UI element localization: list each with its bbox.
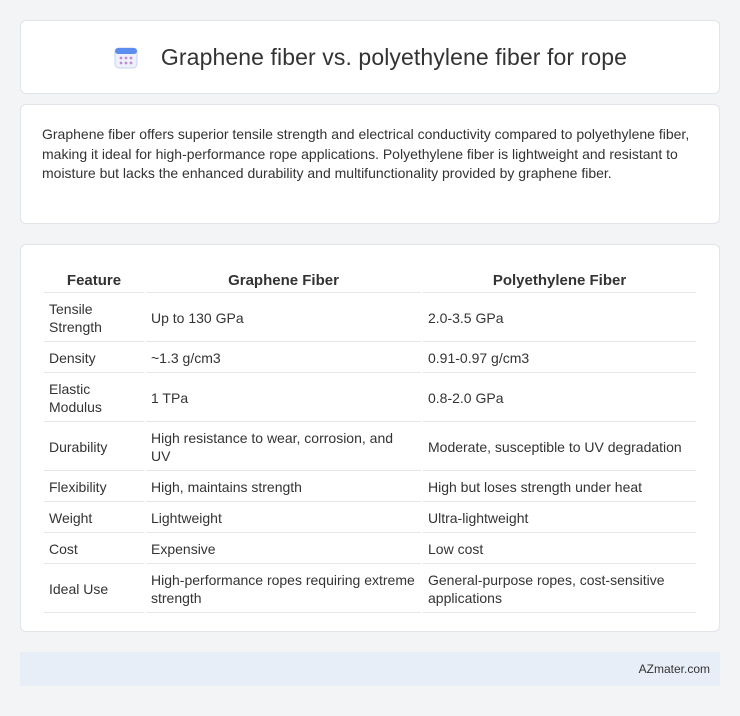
table-header-row bbox=[44, 267, 696, 293]
graphene-cell: High resistance to wear, corrosion, and UV bbox=[146, 424, 421, 471]
comparison-table-card bbox=[20, 244, 720, 632]
feature-cell: Weight bbox=[44, 504, 144, 533]
column-header-graphene: Graphene Fiber bbox=[146, 267, 421, 293]
graphene-cell: Up to 130 GPa bbox=[146, 295, 421, 342]
graphene-cell: 1 TPa bbox=[146, 375, 421, 422]
table-row bbox=[44, 344, 696, 373]
graphene-cell: High, maintains strength bbox=[146, 473, 421, 502]
feature-cell: Flexibility bbox=[44, 473, 144, 502]
column-header-feature: Feature bbox=[44, 267, 144, 293]
polyethylene-cell: 0.91-0.97 g/cm3 bbox=[423, 344, 696, 373]
polyethylene-cell: High but loses strength under heat bbox=[423, 473, 696, 502]
polyethylene-cell: Ultra-lightweight bbox=[423, 504, 696, 533]
feature-cell: Cost bbox=[44, 535, 144, 564]
table-row bbox=[44, 473, 696, 502]
table-row bbox=[44, 424, 696, 471]
summary-text: Graphene fiber offers superior tensile strength and electrical conductivity compared to polyethylene fiber, making it ideal for high-performance rope applications. Polyethylene fiber is lightweight and resistant to moisture but lacks the enhanced durability and multifunctionality provided by graphene fiber. bbox=[42, 126, 690, 181]
feature-cell: Density bbox=[44, 344, 144, 373]
column-header-polyethylene: Polyethylene Fiber bbox=[423, 267, 696, 293]
polyethylene-cell: Low cost bbox=[423, 535, 696, 564]
graphene-cell: ~1.3 g/cm3 bbox=[146, 344, 421, 373]
feature-cell: Tensile Strength bbox=[44, 295, 144, 342]
table-row bbox=[44, 566, 696, 613]
table-row bbox=[44, 504, 696, 533]
polyethylene-cell: General-purpose ropes, cost-sensitive applications bbox=[423, 566, 696, 613]
polyethylene-cell: Moderate, susceptible to UV degradation bbox=[423, 424, 696, 471]
polyethylene-cell: 0.8-2.0 GPa bbox=[423, 375, 696, 422]
summary-card bbox=[20, 104, 720, 224]
polyethylene-cell: 2.0-3.5 GPa bbox=[423, 295, 696, 342]
footer-site-link[interactable]: AZmater.com bbox=[638, 662, 710, 676]
title-card bbox=[20, 20, 720, 94]
table-row bbox=[44, 295, 696, 342]
feature-cell: Ideal Use bbox=[44, 566, 144, 613]
table-row bbox=[44, 375, 696, 422]
graphene-cell: High-performance ropes requiring extreme strength bbox=[146, 566, 421, 613]
graphene-cell: Lightweight bbox=[146, 504, 421, 533]
comparison-table bbox=[42, 265, 698, 615]
table-row bbox=[44, 535, 696, 564]
feature-cell: Durability bbox=[44, 424, 144, 471]
graphene-cell: Expensive bbox=[146, 535, 421, 564]
footer bbox=[20, 652, 720, 686]
calendar-icon bbox=[113, 44, 139, 70]
page-title: Graphene fiber vs. polyethylene fiber for rope bbox=[160, 43, 628, 70]
feature-cell: Elastic Modulus bbox=[44, 375, 144, 422]
